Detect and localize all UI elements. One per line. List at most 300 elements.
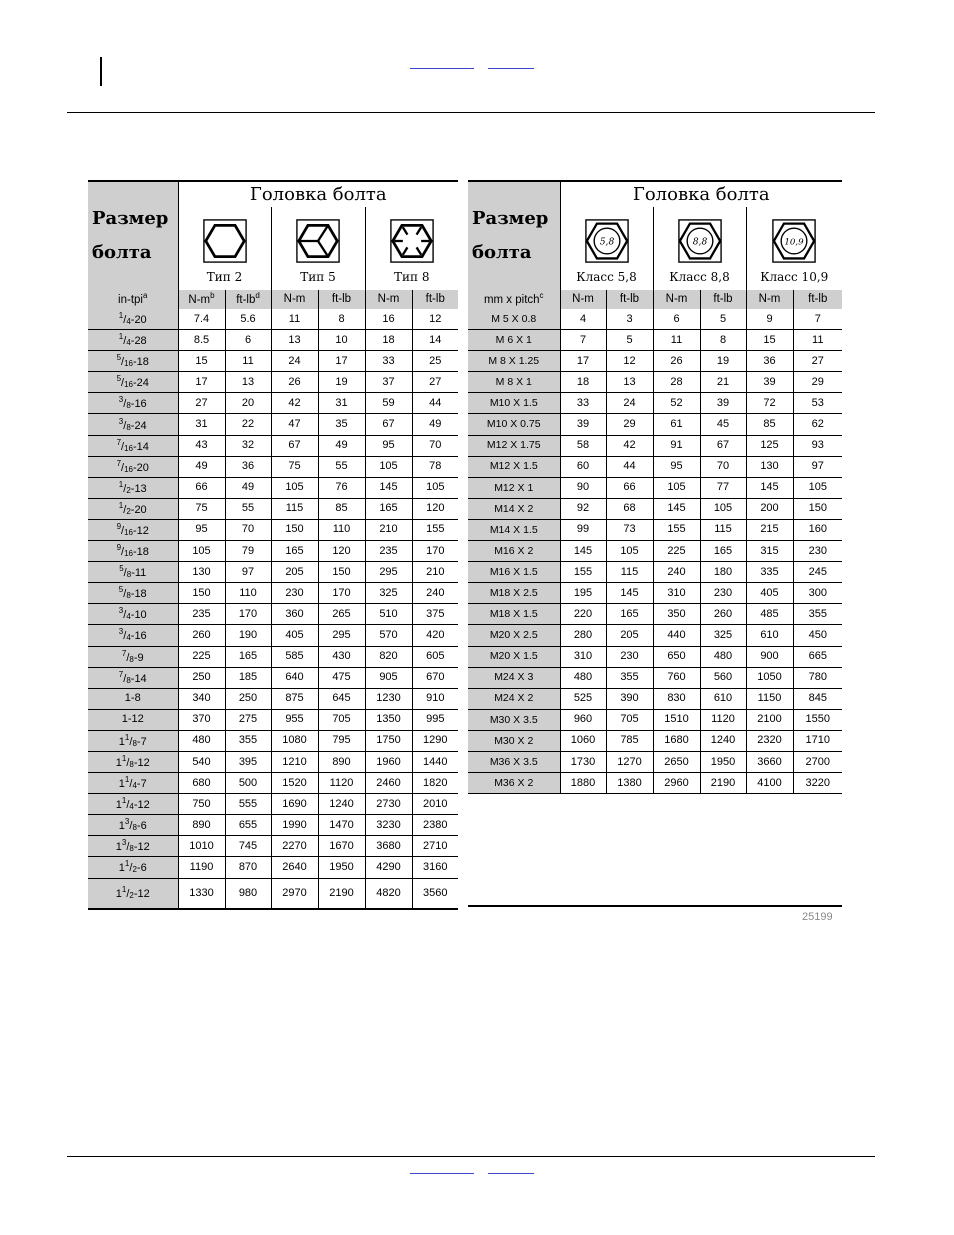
bolt-size-cell: M10 X 0.75 — [468, 414, 560, 435]
bolt-size-denominator: 8 — [129, 760, 134, 770]
torque-value-cell: 105 — [606, 541, 653, 562]
class-5-8-mark: 5,8 — [599, 236, 614, 248]
class-8-8-ftlb-header: ft-lb — [700, 290, 746, 309]
torque-value-cell: 1950 — [318, 857, 365, 878]
torque-value-cell: 1690 — [271, 794, 318, 815]
metric-size-unit-header: mm x pitch$^c$ — [468, 290, 560, 309]
table-row — [88, 351, 458, 372]
torque-value-cell: 4290 — [365, 857, 412, 878]
bolt-size-tpi: 24 — [134, 419, 147, 432]
torque-value-cell: 105 — [412, 477, 458, 498]
torque-value-cell: 610 — [746, 625, 793, 646]
footer-link-right[interactable] — [488, 1163, 534, 1174]
bolt-size-denominator: 2 — [126, 506, 131, 516]
torque-value-cell: 705 — [606, 709, 653, 730]
torque-value-cell: 70 — [412, 435, 458, 456]
table-row — [88, 625, 458, 646]
torque-value-cell: 70 — [225, 519, 271, 540]
inch-size-unit-header: in-tpi$^a$ — [88, 290, 178, 309]
torque-value-cell: 1710 — [793, 730, 842, 751]
bolt-size-numerator: 1 — [118, 332, 124, 342]
bolt-size-text: 1-12 — [121, 713, 144, 726]
metric-torque-table — [468, 180, 842, 794]
torque-value-cell: 27 — [412, 372, 458, 393]
torque-value-cell: 7.4 — [178, 309, 225, 330]
torque-value-cell: 15 — [746, 330, 793, 351]
torque-value-cell: 325 — [365, 583, 412, 604]
bolt-size-tpi: 12 — [137, 841, 150, 854]
torque-value-cell: 405 — [746, 583, 793, 604]
torque-value-cell: 240 — [412, 583, 458, 604]
torque-value-cell: 980 — [225, 878, 271, 909]
table-row — [468, 625, 842, 646]
torque-value-cell: 155 — [653, 519, 700, 540]
torque-value-cell: 5 — [606, 330, 653, 351]
bolt-size-cell: M 5 X 0.8 — [468, 309, 560, 330]
torque-value-cell: 355 — [225, 730, 271, 751]
bolt-size-numerator: 1 — [124, 732, 130, 742]
table-row — [88, 646, 458, 667]
bolt-size-denominator: 16 — [124, 527, 133, 537]
torque-value-cell: 2380 — [412, 815, 458, 836]
torque-value-cell: 245 — [793, 562, 842, 583]
torque-value-cell: 44 — [412, 393, 458, 414]
torque-value-cell: 355 — [606, 667, 653, 688]
grade-8-icon-cell — [365, 207, 458, 263]
torque-value-cell: 16 — [365, 309, 412, 330]
torque-value-cell: 79 — [225, 541, 271, 562]
torque-value-cell: 1060 — [560, 730, 606, 751]
torque-value-cell: 19 — [318, 372, 365, 393]
bolt-size-tpi: 6 — [140, 862, 147, 875]
bolt-size-numerator: 5 — [116, 374, 122, 384]
torque-value-cell: 215 — [746, 519, 793, 540]
grade-8-ftlb-header: ft-lb — [412, 290, 458, 309]
torque-value-cell: 310 — [653, 583, 700, 604]
torque-value-cell: 36 — [225, 456, 271, 477]
torque-value-cell: 510 — [365, 604, 412, 625]
bolt-size-tpi: 16 — [134, 630, 147, 643]
torque-value-cell: 115 — [606, 562, 653, 583]
table-row — [88, 667, 458, 688]
bolt-size-numerator: 1 — [124, 775, 130, 785]
torque-value-cell: 13 — [271, 330, 318, 351]
table-row — [468, 477, 842, 498]
torque-value-cell: 11 — [653, 330, 700, 351]
torque-value-cell: 235 — [365, 541, 412, 562]
torque-value-cell: 3220 — [793, 773, 842, 794]
bolt-size-cell: M16 X 1.5 — [468, 562, 560, 583]
header-links — [410, 58, 610, 70]
class-10-9-mark: 10,9 — [784, 237, 804, 248]
bolt-size-cell: $^7$/16-20 — [88, 456, 178, 477]
bolt-size-denominator: 8 — [126, 570, 132, 580]
torque-value-cell: 150 — [318, 562, 365, 583]
torque-value-cell: 160 — [793, 519, 842, 540]
bolt-size-numerator: 3 — [121, 838, 127, 848]
bolt-size-denominator: 4 — [132, 781, 137, 791]
torque-value-cell: 210 — [365, 519, 412, 540]
bolt-size-cell: M 6 X 1 — [468, 330, 560, 351]
table-row — [88, 730, 458, 751]
torque-value-cell: 355 — [793, 604, 842, 625]
class-10-9-ftlb-header: ft-lb — [793, 290, 842, 309]
torque-value-cell: 31 — [318, 393, 365, 414]
torque-value-cell: 820 — [365, 646, 412, 667]
torque-value-cell: 2190 — [318, 878, 365, 909]
table-row — [88, 583, 458, 604]
torque-value-cell: 105 — [653, 477, 700, 498]
grade-8-nm-header: N-m — [365, 290, 412, 309]
torque-value-cell: 890 — [318, 751, 365, 772]
torque-value-cell: 2100 — [746, 709, 793, 730]
torque-value-cell: 2700 — [793, 751, 842, 772]
bolt-size-whole: 1 — [118, 862, 125, 875]
plain-hex-bolt-head-icon — [203, 219, 247, 263]
bolt-size-tpi: 24 — [136, 377, 149, 390]
footer-links — [410, 1163, 610, 1175]
torque-value-cell: 1290 — [412, 730, 458, 751]
bolt-size-numerator: 1 — [121, 796, 127, 806]
torque-value-cell: 27 — [793, 351, 842, 372]
torque-value-cell: 1880 — [560, 773, 606, 794]
bolt-size-cell: $1^1/8-7$ — [88, 730, 178, 751]
bolt-size-tpi: 14 — [136, 440, 149, 453]
bolt-size-cell: M 8 X 1.25 — [468, 351, 560, 372]
torque-value-cell: 645 — [318, 688, 365, 709]
table-row — [468, 751, 842, 772]
torque-value-cell: 26 — [653, 351, 700, 372]
size-header-line1: Размер — [92, 208, 169, 229]
bolt-size-numerator: 5 — [119, 564, 124, 574]
bolt-size-cell: M10 X 1.5 — [468, 393, 560, 414]
bolt-size-cell: M12 X 1.75 — [468, 435, 560, 456]
bolt-size-denominator: 2 — [129, 891, 134, 901]
torque-value-cell: 480 — [700, 646, 746, 667]
torque-value-cell: 55 — [225, 498, 271, 519]
torque-value-cell: 650 — [653, 646, 700, 667]
torque-value-cell: 325 — [700, 625, 746, 646]
table-row — [88, 815, 458, 836]
torque-value-cell: 11 — [793, 330, 842, 351]
bolt-size-cell: $^5$/16-24 — [88, 372, 178, 393]
bolt-size-denominator: 4 — [126, 633, 131, 643]
bolt-size-cell — [88, 709, 178, 730]
bolt-size-denominator: 16 — [124, 359, 133, 369]
torque-value-cell: 12 — [606, 351, 653, 372]
grade-5-label: Тип 5 — [271, 263, 365, 290]
torque-value-cell: 24 — [271, 351, 318, 372]
torque-value-cell: 19 — [700, 351, 746, 372]
class-10-9-nm-header: N-m — [746, 290, 793, 309]
torque-value-cell: 200 — [746, 498, 793, 519]
class-8-8-label: Класс 8,8 — [653, 263, 746, 290]
bolt-size-tpi: 28 — [134, 335, 147, 348]
bolt-size-whole: 1 — [115, 799, 122, 812]
bolt-size-cell: $^1$/4-20 — [88, 309, 178, 330]
size-header-line2: болта — [92, 242, 152, 263]
torque-value-cell: 2010 — [412, 794, 458, 815]
bolt-size-denominator: 16 — [124, 464, 133, 474]
torque-value-cell: 875 — [271, 688, 318, 709]
torque-value-cell: 1950 — [700, 751, 746, 772]
torque-value-cell: 155 — [412, 519, 458, 540]
torque-value-cell: 4 — [560, 309, 606, 330]
table-row — [468, 604, 842, 625]
torque-value-cell: 170 — [225, 604, 271, 625]
grade-2-nm-header: $N-m^b$ — [178, 290, 225, 309]
torque-value-cell: 9 — [746, 309, 793, 330]
torque-value-cell: 210 — [412, 562, 458, 583]
figure-number: 25199 — [802, 911, 833, 923]
table-row — [88, 794, 458, 815]
class-10-9-label: Класс 10,9 — [746, 263, 842, 290]
torque-value-cell: 1240 — [318, 794, 365, 815]
torque-value-cell: 1270 — [606, 751, 653, 772]
torque-value-cell: 70 — [700, 456, 746, 477]
table-row — [468, 414, 842, 435]
bolt-size-whole: 1 — [115, 841, 122, 854]
torque-value-cell: 6 — [653, 309, 700, 330]
bolt-size-tpi: 14 — [134, 672, 147, 685]
torque-value-cell: 7 — [560, 330, 606, 351]
table-row — [468, 330, 842, 351]
torque-value-cell: 670 — [412, 667, 458, 688]
bolt-size-denominator: 2 — [132, 865, 137, 875]
torque-value-cell: 52 — [653, 393, 700, 414]
table-row — [468, 773, 842, 794]
torque-value-cell: 37 — [365, 372, 412, 393]
bolt-size-cell: M20 X 2.5 — [468, 625, 560, 646]
bolt-size-tpi: 20 — [134, 314, 147, 327]
torque-value-cell: 155 — [560, 562, 606, 583]
torque-value-cell: 900 — [746, 646, 793, 667]
torque-value-cell: 760 — [653, 667, 700, 688]
table-row — [468, 372, 842, 393]
torque-value-cell: 905 — [365, 667, 412, 688]
torque-value-cell: 180 — [700, 562, 746, 583]
metric-bottom-rule — [468, 905, 842, 907]
torque-value-cell: 1050 — [746, 667, 793, 688]
table-row — [88, 541, 458, 562]
bolt-size-numerator: 3 — [118, 627, 124, 637]
bolt-size-denominator: 2 — [126, 485, 131, 495]
torque-value-cell: 360 — [271, 604, 318, 625]
torque-value-cell: 1210 — [271, 751, 318, 772]
bolt-size-cell: M30 X 2 — [468, 730, 560, 751]
torque-value-cell: 890 — [178, 815, 225, 836]
bolt-size-numerator: 1 — [118, 311, 124, 321]
torque-value-cell: 640 — [271, 667, 318, 688]
torque-value-cell: 115 — [271, 498, 318, 519]
torque-value-cell: 8.5 — [178, 330, 225, 351]
bolt-size-cell: $^3$/4-10 — [88, 604, 178, 625]
torque-value-cell: 32 — [225, 435, 271, 456]
torque-value-cell: 230 — [606, 646, 653, 667]
bolt-size-tpi: 11 — [134, 567, 147, 580]
bolt-size-denominator: 4 — [126, 338, 131, 348]
torque-value-cell: 1080 — [271, 730, 318, 751]
bolt-size-denominator: 8 — [126, 422, 131, 432]
torque-value-cell: 300 — [793, 583, 842, 604]
torque-value-cell: 165 — [271, 541, 318, 562]
bolt-size-tpi: 18 — [136, 356, 149, 369]
bolt-size-cell — [88, 688, 178, 709]
torque-value-cell: 13 — [606, 372, 653, 393]
torque-value-cell: 15 — [178, 351, 225, 372]
bolt-size-numerator: 3 — [124, 817, 130, 827]
bolt-size-cell: $^9$/16-12 — [88, 519, 178, 540]
torque-value-cell: 1670 — [318, 836, 365, 857]
three-line-hex-bolt-head-icon — [296, 219, 340, 263]
table-row — [88, 773, 458, 794]
bolt-size-cell: M 8 X 1 — [468, 372, 560, 393]
torque-value-cell: 3660 — [746, 751, 793, 772]
torque-value-cell: 260 — [700, 604, 746, 625]
torque-value-cell: 95 — [653, 456, 700, 477]
torque-value-cell: 145 — [606, 583, 653, 604]
grade-5-ftlb-header: ft-lb — [318, 290, 365, 309]
bolt-size-cell: M36 X 3.5 — [468, 751, 560, 772]
torque-value-cell: 830 — [653, 688, 700, 709]
torque-value-cell: 49 — [412, 414, 458, 435]
table-row — [88, 456, 458, 477]
torque-value-cell: 10 — [318, 330, 365, 351]
torque-value-cell: 2270 — [271, 836, 318, 857]
torque-value-cell: 315 — [746, 541, 793, 562]
torque-value-cell: 3160 — [412, 857, 458, 878]
torque-value-cell: 3 — [606, 309, 653, 330]
torque-value-cell: 12 — [412, 309, 458, 330]
header-link-left[interactable] — [410, 58, 474, 69]
torque-value-cell: 11 — [271, 309, 318, 330]
torque-value-cell: 220 — [560, 604, 606, 625]
torque-value-cell: 250 — [225, 688, 271, 709]
torque-value-cell: 25 — [412, 351, 458, 372]
torque-value-cell: 235 — [178, 604, 225, 625]
bolt-size-cell: $^5$/16-18 — [88, 351, 178, 372]
torque-value-cell: 4820 — [365, 878, 412, 909]
torque-value-cell: 93 — [793, 435, 842, 456]
bolt-size-denominator: 4 — [126, 612, 131, 622]
torque-value-cell: 2320 — [746, 730, 793, 751]
torque-value-cell: 73 — [606, 519, 653, 540]
bolt-size-cell: $^5$/8-18 — [88, 583, 178, 604]
torque-value-cell: 1470 — [318, 815, 365, 836]
torque-value-cell: 1520 — [271, 773, 318, 794]
torque-value-cell: 260 — [178, 625, 225, 646]
table-row — [468, 541, 842, 562]
torque-value-cell: 6 — [225, 330, 271, 351]
torque-value-cell: 2970 — [271, 878, 318, 909]
table-row — [468, 730, 842, 751]
bolt-size-tpi: 6 — [140, 820, 147, 833]
torque-value-cell: 99 — [560, 519, 606, 540]
torque-value-cell: 955 — [271, 709, 318, 730]
bolt-size-tpi: 12 — [137, 799, 150, 812]
bolt-size-numerator: 3 — [118, 416, 124, 426]
torque-value-cell: 90 — [560, 477, 606, 498]
torque-value-cell: 780 — [793, 667, 842, 688]
torque-value-cell: 250 — [178, 667, 225, 688]
bolt-size-numerator: 9 — [116, 543, 122, 553]
torque-value-cell: 1990 — [271, 815, 318, 836]
torque-table-figure — [88, 180, 844, 910]
torque-value-cell: 170 — [318, 583, 365, 604]
bolt-size-numerator: 5 — [118, 585, 124, 595]
bolt-size-cell: $1^1/2-6$ — [88, 857, 178, 878]
grade-8-label: Тип 8 — [365, 263, 458, 290]
torque-value-cell: 29 — [606, 414, 653, 435]
bolt-size-numerator: 7 — [116, 458, 122, 468]
torque-value-cell: 1240 — [700, 730, 746, 751]
torque-value-cell: 585 — [271, 646, 318, 667]
class-8-8-nm-header: N-m — [653, 290, 700, 309]
bolt-size-cell: $1^1/2-12$ — [88, 878, 178, 909]
torque-value-cell: 20 — [225, 393, 271, 414]
torque-value-cell: 95 — [365, 435, 412, 456]
bolt-size-cell: $^5$/8-11 — [88, 562, 178, 583]
torque-value-cell: 29 — [793, 372, 842, 393]
table-row — [88, 562, 458, 583]
torque-value-cell: 480 — [178, 730, 225, 751]
torque-value-cell: 14 — [412, 330, 458, 351]
bolt-size-numerator: 1 — [124, 859, 130, 869]
bolt-size-cell: $^1$/4-28 — [88, 330, 178, 351]
bolt-size-cell: M18 X 2.5 — [468, 583, 560, 604]
bolt-size-denominator: 16 — [124, 549, 133, 559]
bolt-size-tpi: 18 — [136, 546, 149, 559]
bolt-size-tpi: 10 — [134, 609, 147, 622]
torque-value-cell: 110 — [225, 583, 271, 604]
torque-value-cell: 165 — [606, 604, 653, 625]
bolt-size-whole: 1 — [118, 735, 125, 748]
torque-value-cell: 525 — [560, 688, 606, 709]
size-header-inch — [88, 181, 178, 290]
torque-value-cell: 280 — [560, 625, 606, 646]
footer-link-left[interactable] — [410, 1163, 474, 1174]
torque-value-cell: 150 — [271, 519, 318, 540]
bolt-size-tpi: 20 — [136, 461, 149, 474]
bolt-size-numerator: 3 — [118, 606, 124, 616]
torque-value-cell: 7 — [793, 309, 842, 330]
torque-value-cell: 17 — [318, 351, 365, 372]
bolt-size-cell: M24 X 2 — [468, 688, 560, 709]
bolt-size-cell: M30 X 3.5 — [468, 709, 560, 730]
torque-value-cell: 1750 — [365, 730, 412, 751]
header-link-right[interactable] — [488, 58, 534, 69]
torque-value-cell: 21 — [700, 372, 746, 393]
torque-value-cell: 42 — [271, 393, 318, 414]
hex-bolt-head-5-8-icon — [585, 219, 629, 263]
class-8-8-icon-cell — [653, 207, 746, 263]
torque-value-cell: 22 — [225, 414, 271, 435]
torque-value-cell: 145 — [653, 498, 700, 519]
torque-value-cell: 1680 — [653, 730, 700, 751]
torque-value-cell: 430 — [318, 646, 365, 667]
table-row — [468, 435, 842, 456]
torque-value-cell: 92 — [560, 498, 606, 519]
bolt-size-cell: M18 X 1.5 — [468, 604, 560, 625]
bolt-size-tpi: 7 — [140, 778, 147, 791]
table-row — [468, 498, 842, 519]
bolt-size-whole: 1 — [115, 888, 122, 901]
torque-value-cell: 165 — [365, 498, 412, 519]
torque-value-cell: 67 — [700, 435, 746, 456]
torque-value-cell: 2190 — [700, 773, 746, 794]
torque-value-cell: 405 — [271, 625, 318, 646]
class-5-8-label: Класс 5,8 — [576, 269, 637, 284]
